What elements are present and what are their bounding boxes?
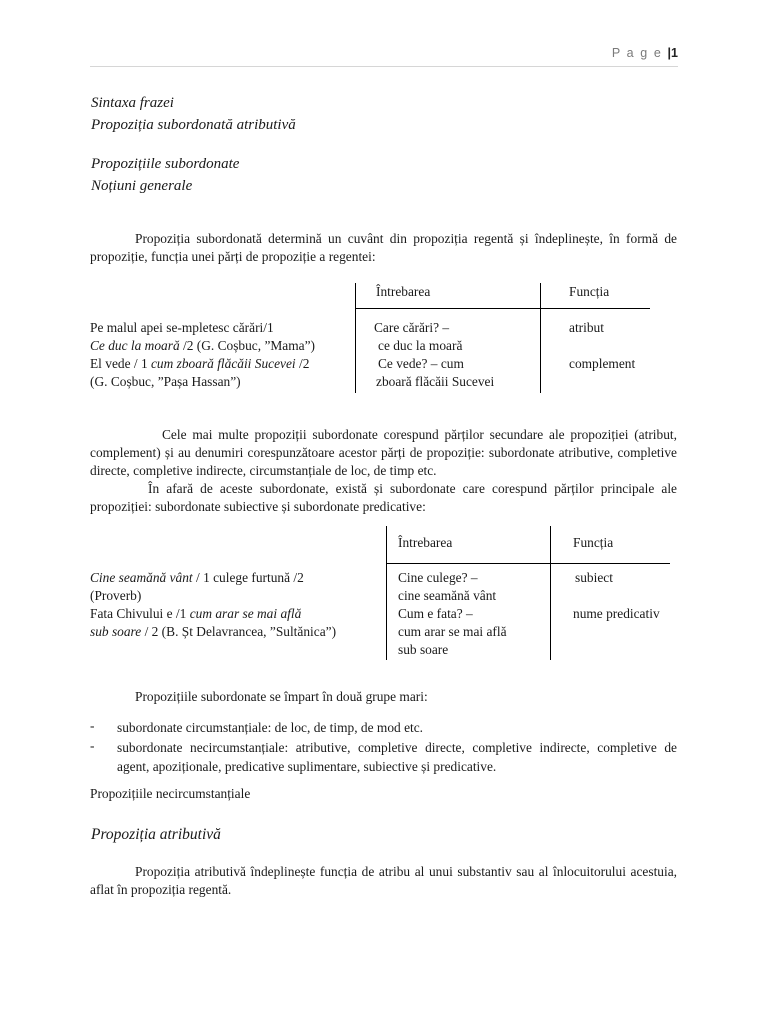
header-divider (90, 66, 678, 67)
table2-question-line1: Cine culege? – (398, 570, 478, 585)
table1-example-line1: Pe malul apei se-mpletesc cărări/1 (90, 320, 274, 335)
page-number: 1 (671, 46, 678, 60)
table2-header-function: Funcția (573, 535, 614, 550)
table2-function-nume-predicativ: nume predicativ (573, 606, 660, 621)
table2-function-subiect: subiect (575, 570, 613, 585)
table1-function-complement: complement (569, 356, 636, 371)
section-title-atributiva: Propoziția atributivă (91, 826, 221, 843)
list-item (90, 718, 677, 737)
paragraph-two-groups: Propozițiile subordonate se împart în două grupe mari: (135, 689, 428, 704)
table2-question-line5: sub soare (398, 642, 449, 657)
table1-header-function: Funcția (569, 284, 610, 299)
table2-example-line2: (Proverb) (90, 588, 142, 603)
table1-example-line3: El vede / 1 cum zboară flăcăii Sucevei /2 (90, 356, 310, 371)
list-dash: - (90, 718, 95, 733)
table1-divider-right (540, 283, 541, 393)
table2-example-line1: Cine seamănă vânt / 1 culege furtună /2 (90, 570, 304, 585)
title-notiuni: Noțiuni generale (91, 178, 193, 194)
table2-question-line2: cine seamănă vânt (398, 588, 497, 603)
table2-question-line3: Cum e fata? – (398, 606, 473, 621)
list-dash: - (90, 738, 95, 753)
table1-example-line2: Ce duc la moară /2 (G. Coșbuc, ”Mama”) (90, 338, 315, 353)
table1-function-atribut: atribut (569, 320, 604, 335)
title-atributiva: Propoziția subordonată atributivă (91, 117, 296, 133)
table1-question-line4: zboară flăcăii Sucevei (376, 374, 495, 389)
table2-question-line4: cum arar se mai află (398, 624, 507, 639)
table2-example-line3: Fata Chivului e /1 cum arar se mai află (90, 606, 302, 621)
intro-paragraph: Propoziția subordonată determină un cuvânt din propoziția regentă și îndeplinește, în formă de propoziție, funcția unei părți de propoziție a regentei: (90, 231, 677, 264)
title-sintaxa: Sintaxa frazei (91, 95, 174, 111)
table1-divider-left (355, 283, 356, 393)
list-item-necircumstantiale: subordonate necircumstanțiale: atributive, completive directe, completive indirecte, completive de agent, apoziționale, predicative suplimentare, subiective și predicative. (117, 740, 677, 774)
table2-divider-left (386, 526, 387, 660)
page-word: P a g e (611, 46, 663, 60)
table1-question-line2: ce duc la moară (378, 338, 463, 353)
table1-question-line1: Care cărări? – (374, 320, 450, 335)
list-item-circumstantiale: subordonate circumstanțiale: de loc, de timp, de mod etc. (117, 720, 424, 735)
table1-header-question: Întrebarea (376, 284, 431, 299)
table2-example-line4: sub soare / 2 (B. Șt Delavrancea, ”Sultănica”) (90, 624, 337, 639)
table2-header-question: Întrebarea (398, 535, 453, 550)
paragraph-atributiva-definition: Propoziția atributivă îndeplinește funcția de atribu al unui substantiv sau al înlocuitorului acestuia, aflat în propoziția regentă. (90, 864, 677, 897)
table1-example-line4: (G. Coșbuc, ”Pașa Hassan”) (90, 374, 241, 389)
table2-divider-right (550, 526, 551, 660)
page-separator: | (667, 46, 672, 60)
list-item (90, 738, 677, 776)
paragraph-principal-parts: În afară de aceste subordonate, există și subordonate care corespund părților principale ale propoziției: subordonate subiective și subordonate predicative: (90, 481, 677, 514)
paragraph-necircumstantiale: Propozițiile necircumstanțiale (90, 786, 251, 801)
title-subordonate: Propozițiile subordonate (91, 156, 240, 172)
table1-header-rule (355, 308, 650, 309)
paragraph-secondary-parts: Cele mai multe propoziții subordonate corespund părților secundare ale propoziției (atribut, complement) și au denumiri corespunzătoare acestor părți de propoziție: subordonate atributive, completive directe, completive indirecte, circumstanțiale de loc, de timp etc. (90, 427, 677, 478)
page-header (612, 46, 678, 60)
table2-header-rule (386, 563, 670, 564)
table1-question-line3: Ce vede? – cum (378, 356, 464, 371)
